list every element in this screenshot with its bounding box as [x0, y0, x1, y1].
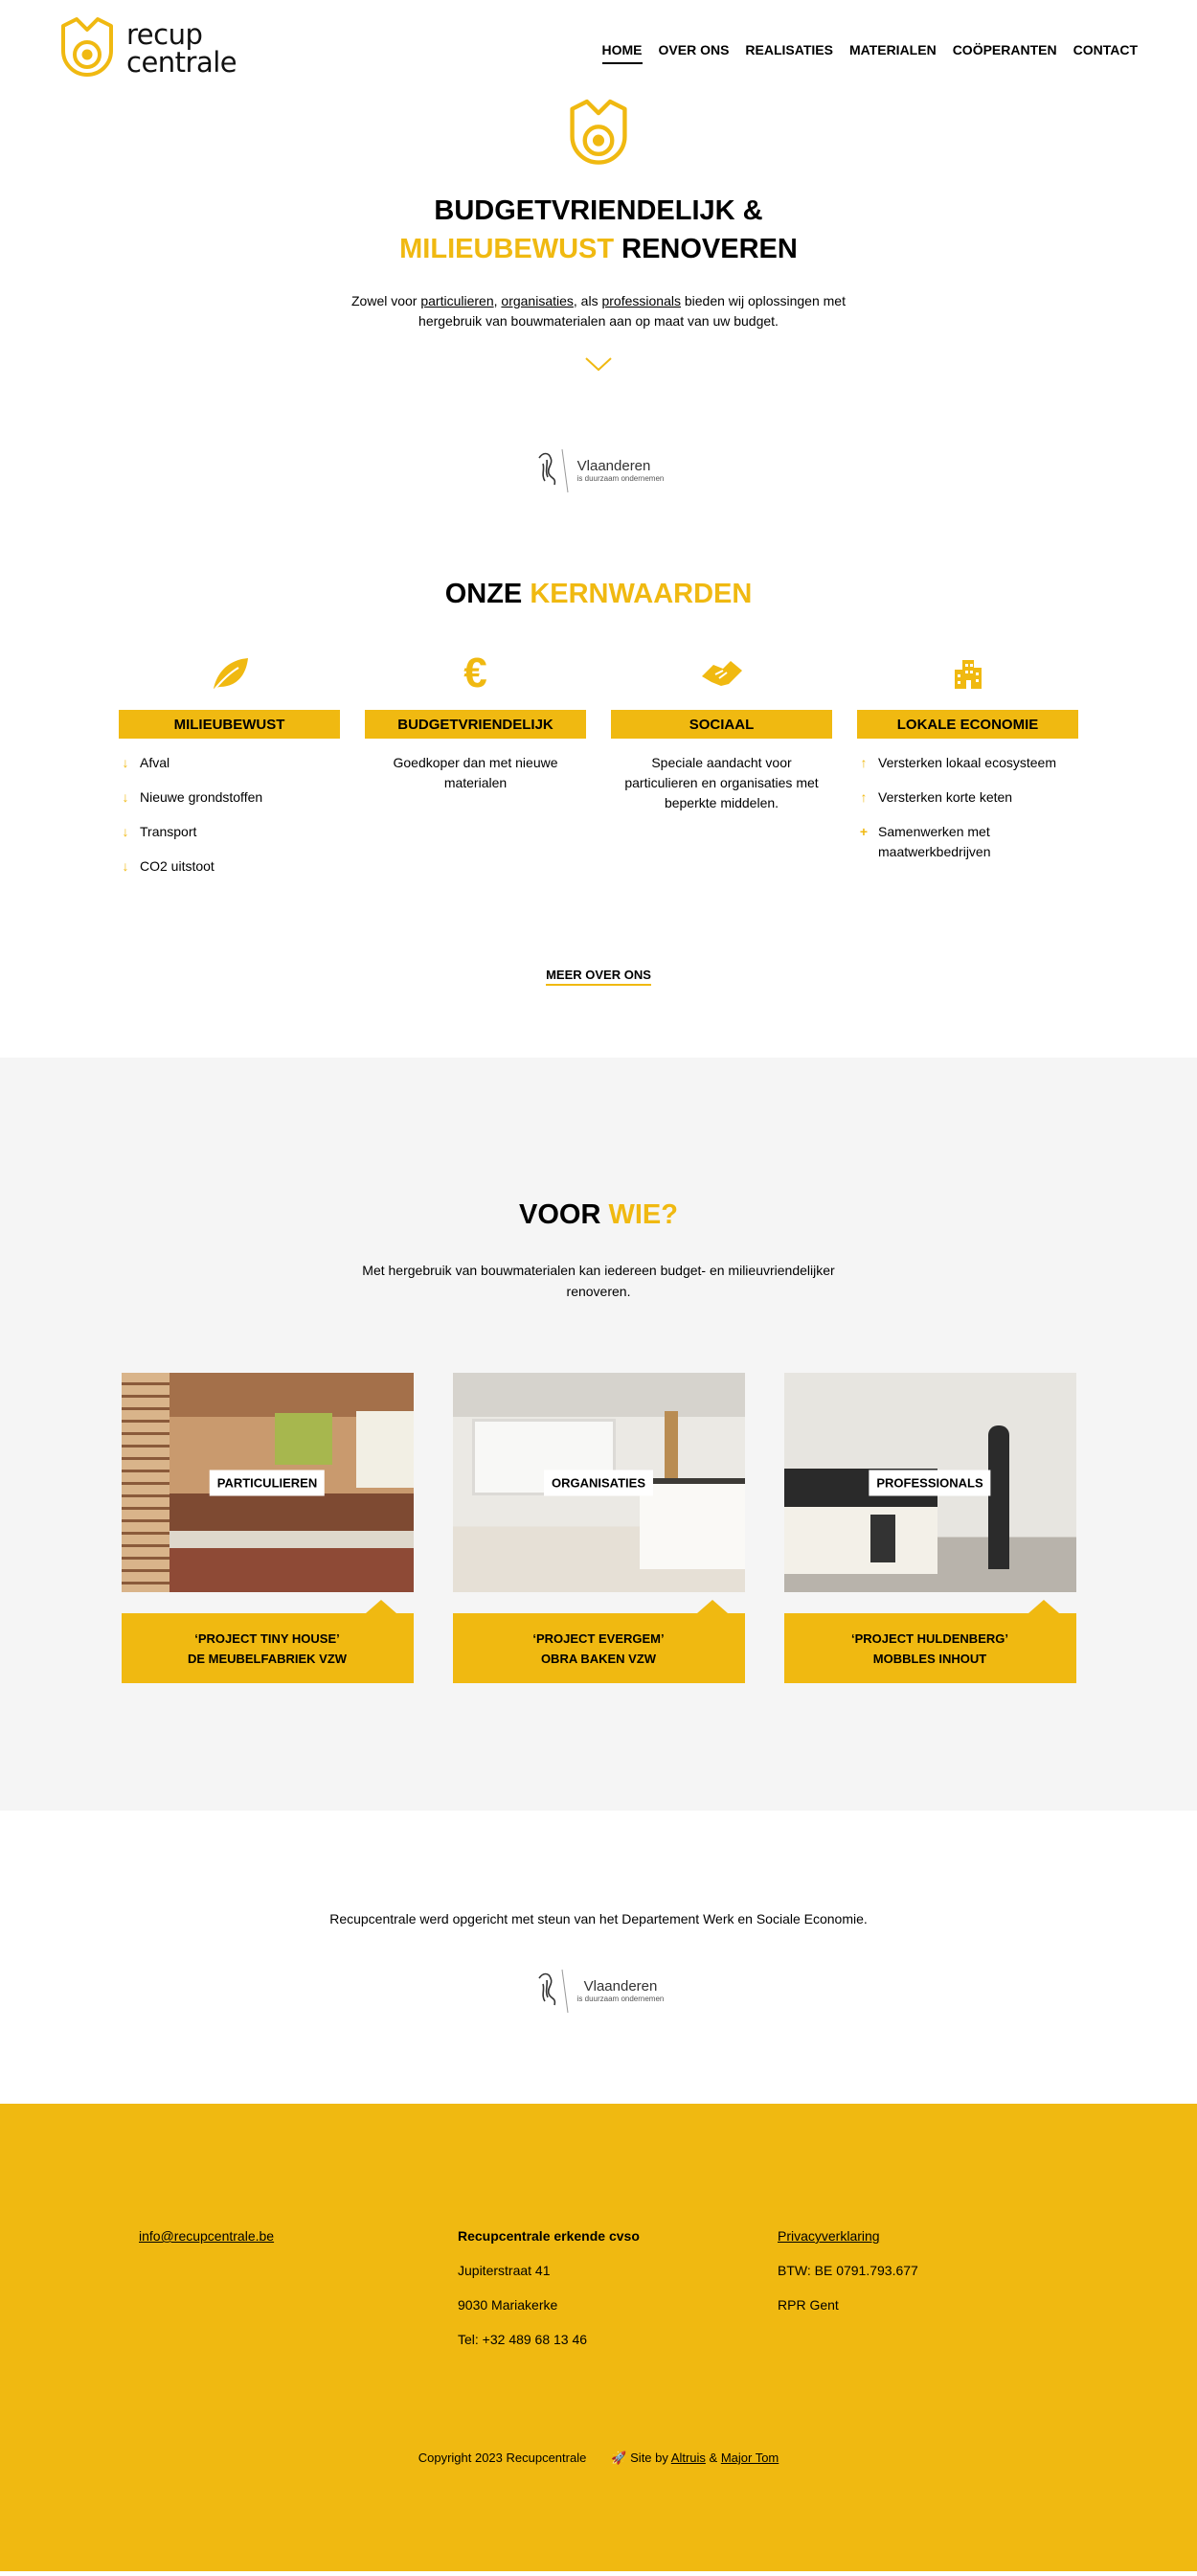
- nav-home[interactable]: HOME: [602, 42, 643, 64]
- vlaanderen-sub: is duurzaam ondernemen: [576, 1994, 665, 2003]
- vlaanderen-name: Vlaanderen: [583, 1977, 658, 1995]
- copyright-text: Copyright 2023 Recupcentrale: [418, 2451, 587, 2465]
- footer-col-legal: [778, 2226, 918, 2330]
- link-professionals[interactable]: professionals: [601, 293, 681, 308]
- value-heading: BUDGETVRIENDELIJK: [365, 710, 586, 739]
- logo-text: recup centrale: [126, 18, 237, 79]
- vlaanderen-logo: [0, 1967, 1197, 2015]
- nav-over-ons[interactable]: OVER ONS: [658, 42, 730, 57]
- footer-org: Recupcentrale erkende cvso: [458, 2228, 640, 2244]
- footer-tel: Tel: +32 489 68 13 46: [458, 2332, 588, 2347]
- value-text: Goedkoper dan met nieuwe materialen: [393, 755, 558, 790]
- nav-materialen[interactable]: MATERIALEN: [848, 42, 937, 57]
- altruis-link[interactable]: Altruis: [670, 2451, 706, 2465]
- building-icon: [857, 650, 1078, 696]
- list-item: ↓ CO2 uitstoot: [119, 856, 340, 877]
- site-header: [0, 0, 1197, 96]
- list-item: + Samenwerken met maatwerkbedrijven: [857, 822, 1078, 862]
- arrow-up-icon: ↑: [860, 755, 868, 770]
- card-footer: ‘PROJECT TINY HOUSE’ DE MEUBELFABRIEK VZW: [122, 1613, 414, 1683]
- card-tag: PROFESSIONALS: [869, 1470, 990, 1495]
- hero-title: BUDGETVRIENDELIJK & MILIEUBEWUST RENOVEREN: [399, 195, 798, 264]
- support-section: [0, 1811, 1197, 2104]
- footer-city: 9030 Mariakerke: [458, 2297, 558, 2313]
- footer-email-link[interactable]: info@recupcentrale.be: [139, 2228, 275, 2244]
- main-nav: [602, 42, 1138, 64]
- vlaanderen-logo: [0, 446, 1197, 494]
- value-heading: MILIEUBEWUST: [119, 710, 340, 739]
- handshake-icon: [611, 650, 832, 696]
- scroll-down-chevron-icon[interactable]: [0, 356, 1197, 372]
- list-item: ↓ Nieuwe grondstoffen: [119, 787, 340, 808]
- hero-section: [0, 96, 1197, 372]
- values-section: [0, 579, 1197, 986]
- vlaanderen-lion-icon: [533, 446, 572, 494]
- majortom-link[interactable]: Major Tom: [720, 2451, 779, 2465]
- site-credit: 🚀 Site by Altruis & Major Tom: [611, 2451, 779, 2465]
- nav-realisaties[interactable]: REALISATIES: [745, 42, 833, 57]
- link-organisaties[interactable]: organisaties: [501, 293, 574, 308]
- window-shape: [356, 1411, 414, 1488]
- hero-text: Zowel voor particulieren, organisaties, als professionals bieden wij oplossingen met hergebruik van bouwmaterialen aan op maat van uw budget.: [351, 293, 846, 329]
- wood-panel: [665, 1411, 678, 1478]
- card-image: [122, 1373, 414, 1592]
- card-footer: ‘PROJECT EVERGEM’ OBRA BAKEN VZW: [453, 1613, 745, 1683]
- footer-col-contact: [139, 2226, 274, 2261]
- kitchen-counter: [640, 1478, 745, 1569]
- list-item: ↑ Versterken lokaal ecosysteem: [857, 753, 1078, 773]
- plus-icon: +: [859, 824, 869, 839]
- value-lokale-economie: [857, 650, 1078, 891]
- oven: [870, 1515, 895, 1562]
- person-figure: [988, 1425, 1009, 1569]
- wall-panel: [275, 1413, 332, 1465]
- value-budgetvriendelijk: [365, 650, 586, 891]
- values-title: ONZE KERNWAARDEN: [444, 579, 753, 609]
- value-heading: LOKALE ECONOMIE: [857, 710, 1078, 739]
- recup-mark-icon: [566, 96, 631, 172]
- for-who-text: Met hergebruik van bouwmaterialen kan iedereen budget- en milieuvriendelijker renoveren.: [362, 1263, 835, 1299]
- card-footer: ‘PROJECT HULDENBERG’ MOBBLES INHOUT: [784, 1613, 1076, 1683]
- recup-logo-icon: [57, 16, 117, 81]
- card-organisaties[interactable]: [453, 1373, 745, 1683]
- value-milieubewust: [119, 650, 340, 891]
- card-tag: PARTICULIEREN: [210, 1470, 325, 1495]
- for-who-section: [0, 1058, 1197, 1811]
- support-text: Recupcentrale werd opgericht met steun van het Departement Werk en Sociale Economie.: [329, 1911, 868, 1926]
- footer-copyright-bar: [0, 2451, 1197, 2466]
- value-sociaal: [611, 650, 832, 891]
- privacy-link[interactable]: Privacyverklaring: [778, 2228, 880, 2244]
- card-image: [453, 1373, 745, 1592]
- site-logo[interactable]: [57, 16, 237, 81]
- link-particulieren[interactable]: particulieren: [420, 293, 494, 308]
- list-item: ↑ Versterken korte keten: [857, 787, 1078, 808]
- nav-cooperanten[interactable]: COÖPERANTEN: [952, 42, 1057, 57]
- list-item: ↓ Transport: [119, 822, 340, 842]
- value-heading: SOCIAAL: [611, 710, 832, 739]
- footer-col-address: [458, 2226, 640, 2364]
- footer-rpr: RPR Gent: [778, 2297, 839, 2313]
- footer-btw: BTW: BE 0791.793.677: [778, 2263, 918, 2278]
- for-who-title: VOOR WIE?: [519, 1199, 678, 1230]
- arrow-down-icon: ↓: [122, 824, 129, 839]
- arrow-down-icon: ↓: [122, 858, 129, 874]
- card-professionals[interactable]: [784, 1373, 1076, 1683]
- euro-icon: €: [463, 650, 487, 696]
- site-footer: [0, 2104, 1197, 2571]
- card-tag: ORGANISATIES: [544, 1470, 653, 1495]
- kitchen-counter: [784, 1507, 937, 1574]
- nav-contact[interactable]: CONTACT: [1073, 42, 1138, 57]
- arrow-up-icon: ↑: [860, 789, 868, 805]
- value-text: Speciale aandacht voor particulieren en organisaties met beperkte middelen.: [624, 755, 819, 810]
- arrow-down-icon: ↓: [122, 755, 129, 770]
- footer-street: Jupiterstraat 41: [458, 2263, 551, 2278]
- leaf-icon: [119, 650, 340, 696]
- card-particulieren[interactable]: [122, 1373, 414, 1683]
- vlaanderen-sub: is duurzaam ondernemen: [576, 473, 665, 483]
- ladder-shape: [122, 1373, 169, 1592]
- vlaanderen-name: Vlaanderen: [576, 457, 651, 474]
- card-image: [784, 1373, 1076, 1592]
- hero-logo-mark: [0, 96, 1197, 174]
- rocket-icon: 🚀: [611, 2451, 627, 2465]
- list-item: ↓ Afval: [119, 753, 340, 773]
- vlaanderen-lion-icon: [533, 1967, 572, 2015]
- arrow-down-icon: ↓: [122, 789, 129, 805]
- more-about-us-link[interactable]: MEER OVER ONS: [546, 968, 651, 986]
